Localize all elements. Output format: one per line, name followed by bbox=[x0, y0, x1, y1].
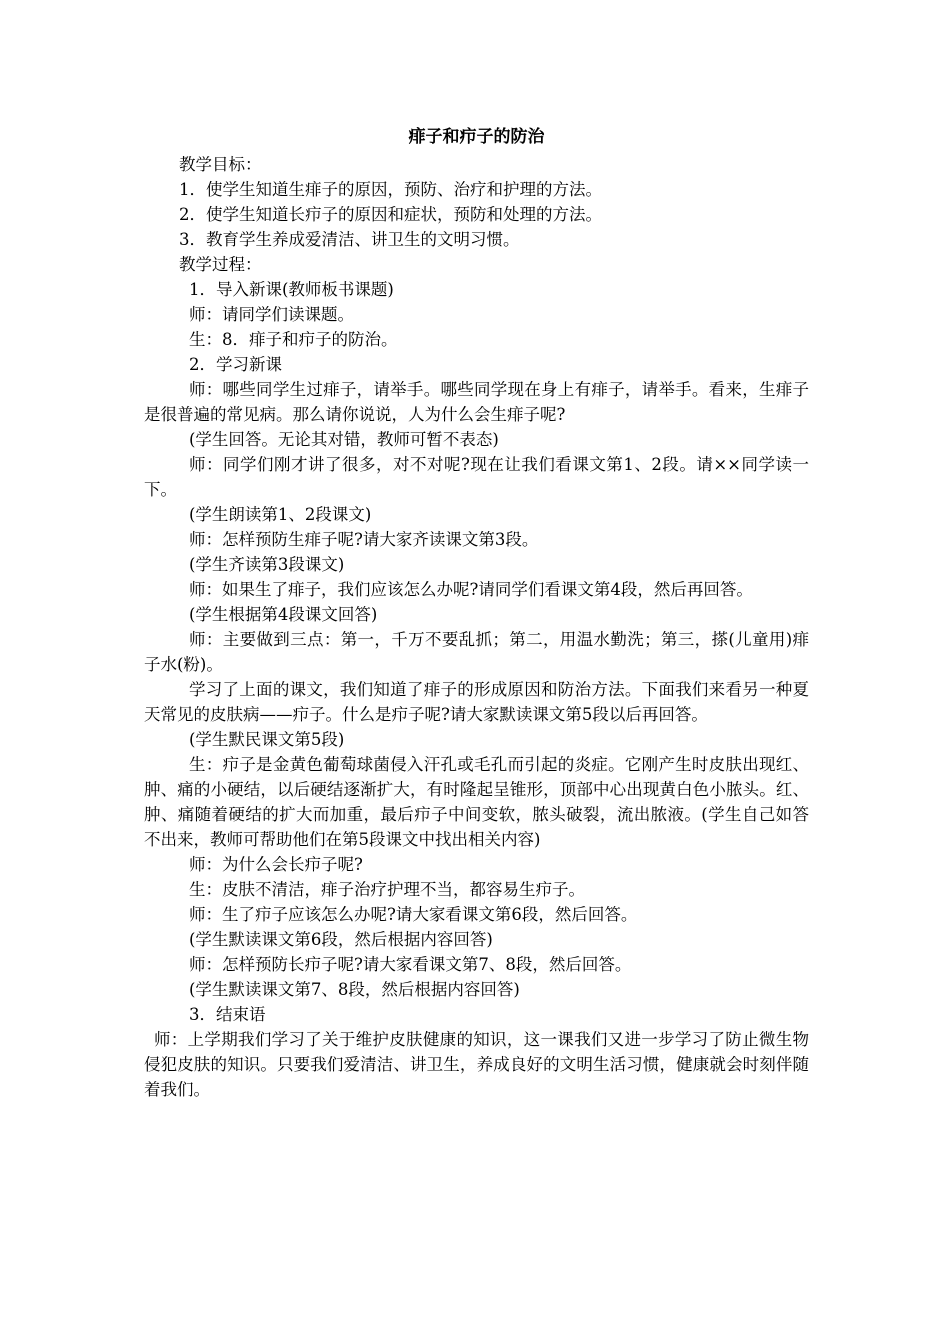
document-paragraph: 师：为什么会长疖子呢? bbox=[189, 855, 363, 874]
document-paragraph: 生：皮肤不清洁，痱子治疗护理不当，都容易生疖子。 bbox=[189, 880, 585, 899]
document-title: 痱子和疖子的防治 bbox=[408, 127, 545, 147]
document-paragraph: (学生齐读第3段课文) bbox=[189, 555, 345, 574]
document-paragraph: 师：哪些同学生过痱子，请举手。哪些同学现在身上有痱子，请举手。看来，生痱子是很普遍的常见病。那么请你说说，人为什么会生痱子呢? bbox=[144, 380, 809, 424]
document-paragraph: 3．教育学生养成爱清洁、讲卫生的文明习惯。 bbox=[179, 230, 520, 249]
document-paragraph: (学生回答。无论其对错，教师可暂不表态) bbox=[189, 430, 499, 449]
document-paragraph: (学生默民课文第5段) bbox=[189, 730, 345, 749]
document-paragraph: 师：如果生了痱子，我们应该怎么办呢?请同学们看课文第4段，然后再回答。 bbox=[189, 580, 753, 599]
document-body bbox=[144, 152, 809, 1102]
document-paragraph: 学习了上面的课文，我们知道了痱子的形成原因和防治方法。下面我们来看另一种夏天常见的皮肤病——疖子。什么是疖子呢?请大家默读课文第5段以后再回答。 bbox=[144, 680, 809, 724]
document-paragraph: 教学过程： bbox=[179, 255, 262, 274]
document-paragraph: (学生朗读第1、2段课文) bbox=[189, 505, 372, 524]
document-paragraph: 师：怎样预防长疖子呢?请大家看课文第7、8段，然后回答。 bbox=[189, 955, 632, 974]
document-paragraph: 2．学习新课 bbox=[189, 355, 282, 374]
document-paragraph: 师：请同学们读课题。 bbox=[189, 305, 354, 324]
document-paragraph: 师：上学期我们学习了关于维护皮肤健康的知识，这一课我们又进一步学习了防止微生物侵犯皮肤的知识。只要我们爱清洁、讲卫生，养成良好的文明生活习惯，健康就会时刻伴随着我们。 bbox=[144, 1030, 809, 1099]
document-paragraph: 师：同学们刚才讲了很多，对不对呢?现在让我们看课文第1、2段。请××同学读一下。 bbox=[144, 455, 809, 499]
document-paragraph: 师：怎样预防生痱子呢?请大家齐读课文第3段。 bbox=[189, 530, 539, 549]
document-paragraph: 2．使学生知道长疖子的原因和症状，预防和处理的方法。 bbox=[179, 205, 602, 224]
document-paragraph: (学生根据第4段课文回答) bbox=[189, 605, 378, 624]
document-paragraph: 师：生了疖子应该怎么办呢?请大家看课文第6段，然后回答。 bbox=[189, 905, 638, 924]
document-paragraph: 3．结束语 bbox=[189, 1005, 266, 1024]
document-paragraph: (学生默读课文第7、8段，然后根据内容回答) bbox=[189, 980, 520, 999]
document-paragraph: 生：8．痱子和疖子的防治。 bbox=[189, 330, 398, 349]
document-paragraph: (学生默读课文第6段，然后根据内容回答) bbox=[189, 930, 493, 949]
document-paragraph: 教学目标： bbox=[179, 155, 262, 174]
document-paragraph: 1．使学生知道生痱子的原因，预防、治疗和护理的方法。 bbox=[179, 180, 602, 199]
document-page bbox=[144, 122, 809, 1102]
document-paragraph: 1．导入新课(教师板书课题) bbox=[189, 280, 394, 299]
document-paragraph: 师：主要做到三点：第一，千万不要乱抓；第二，用温水勤洗；第三，搽(儿童用)痱子水(粉)。 bbox=[144, 630, 809, 674]
document-paragraph: 生：疖子是金黄色葡萄球菌侵入汗孔或毛孔而引起的炎症。它刚产生时皮肤出现红、肿、痛的小硬结，以后硬结逐渐扩大，有时隆起呈锥形，顶部中心出现黄白色小脓头。红、肿、痛随着硬结的扩大而加重，最后疖子中间变软，脓头破裂，流出脓液。(学生自己如答不出来，教师可帮助他们在第5段课文中找出相关内容) bbox=[144, 755, 809, 849]
